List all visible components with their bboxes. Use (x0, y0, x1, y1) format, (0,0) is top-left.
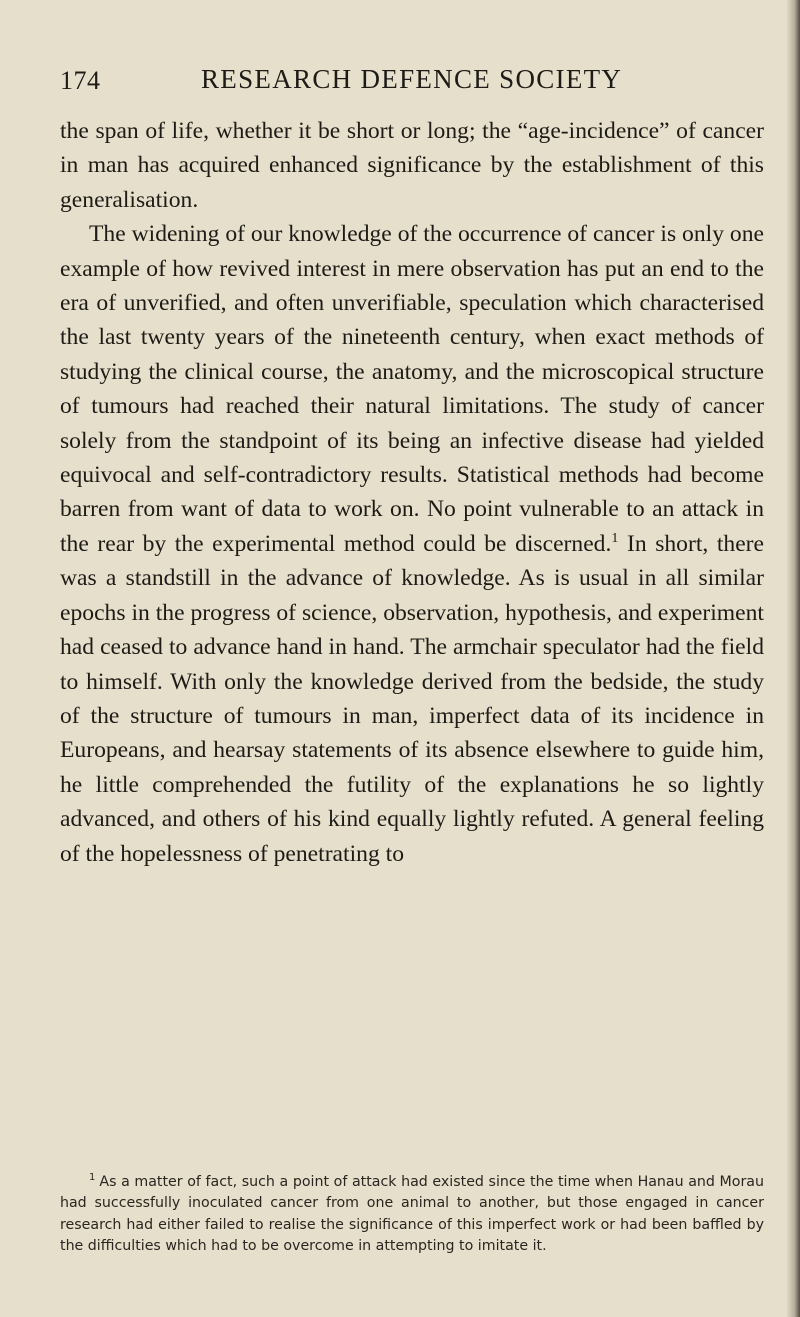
body-text (60, 114, 764, 871)
footnote-marker: 1 (89, 1172, 96, 1184)
paragraph-2 (60, 217, 764, 871)
footnote-text: As a matter of fact, such a point of attack had existed since the time when Hanau and Morau had successfully inoculated cancer from one animal to another, but those engaged in cancer research had either failed to realise the significance of this imperfect work or had been baffled by the difficulties which had to be overcome in attempting to imitate it. (60, 1174, 764, 1255)
running-head: RESEARCH DEFENCE SOCIETY (201, 64, 623, 94)
footnote (60, 1172, 764, 1258)
page-edge-shadow (786, 0, 800, 1317)
paragraph-1: the span of life, whether it be short or long; the “age-incidence” of cancer in man has acquired enhanced significance by the establishment of this generalisation. (60, 118, 764, 213)
page-number: 174 (60, 66, 101, 95)
paragraph-2-text-b: In short, there was a standstill in the advance of knowledge. As is usual in all similar epochs in the progress of science, observation, hypothesis, and experiment had ceased to advance hand in hand. The armchair speculator had the field to himself. With only the knowledge derived from the bedside, the study of the structure of tumours in man, imperfect data of its incidence in Europeans, and hearsay statements of its absence elsewhere to guide him, he little comprehended the futility of the explanations he so lightly advanced, and others of his kind equally lightly refuted. A general feeling of the hopelessness of penetrating to (60, 530, 764, 867)
paragraph-2-text-a: The widening of our knowledge of the occurrence of cancer is only one example of how revived interest in mere observation has put an end to the era of unverified, and often unverifiable, speculation which characterised the last twenty years of the nineteenth century, when exact methods of studying the clinical course, the anatomy, and the microscopical structure of tumours had reached their natural limitations. The study of cancer solely from the standpoint of its being an infective disease had yielded equivocal and self-contradictory results. Statistical methods had become barren from want of data to work on. No point vulnerable to an attack in the rear by the experimental method could be discerned. (60, 221, 764, 557)
page-header (60, 64, 750, 104)
footnote-reference: 1 (611, 531, 619, 547)
